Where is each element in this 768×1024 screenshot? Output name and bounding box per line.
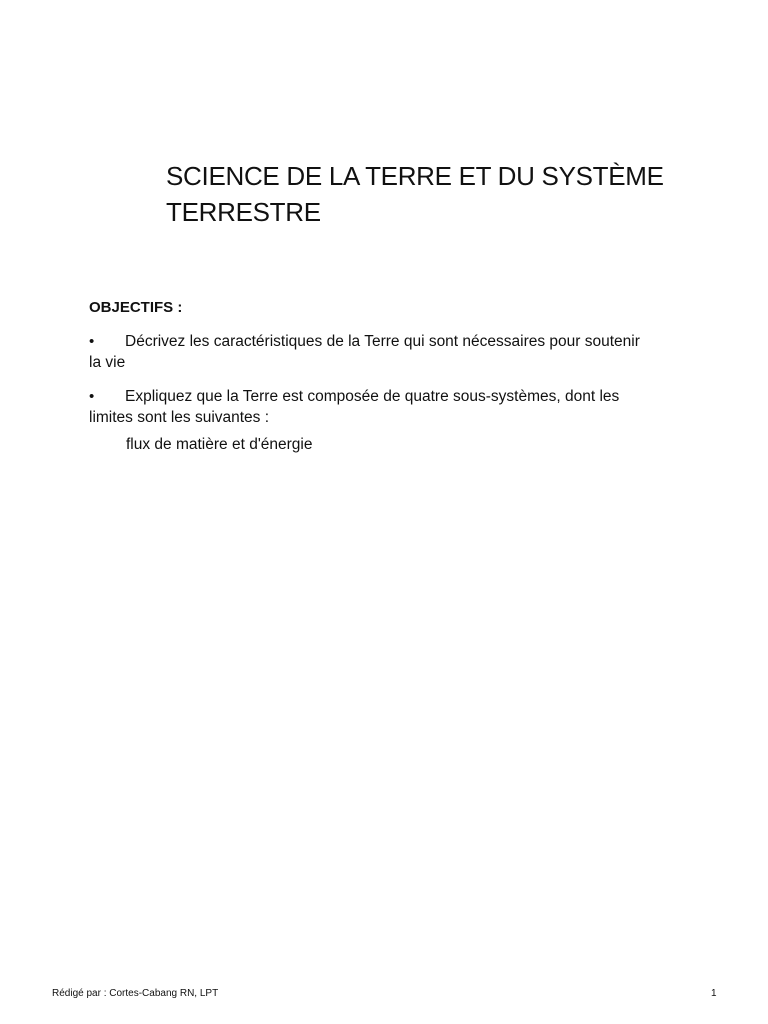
objective-item	[89, 386, 649, 428]
bullet-icon: •	[89, 388, 95, 405]
objective-text: Expliquez que la Terre est composée de quatre sous-systèmes, dont les limites sont les suivantes :	[89, 388, 620, 426]
objective-sub-line: flux de matière et d'énergie	[126, 436, 313, 453]
objective-text: Décrivez les caractéristiques de la Terre qui sont nécessaires pour soutenir la vie	[89, 333, 640, 371]
bullet-icon: •	[89, 333, 95, 350]
document-title: SCIENCE DE LA TERRE ET DU SYSTÈME TERRESTRE	[166, 161, 664, 227]
objectives-heading: OBJECTIFS :	[89, 299, 183, 316]
footer-author: Rédigé par : Cortes-Cabang RN, LPT	[52, 988, 219, 999]
footer-page-number: 1	[711, 988, 717, 999]
objective-item	[89, 331, 649, 373]
